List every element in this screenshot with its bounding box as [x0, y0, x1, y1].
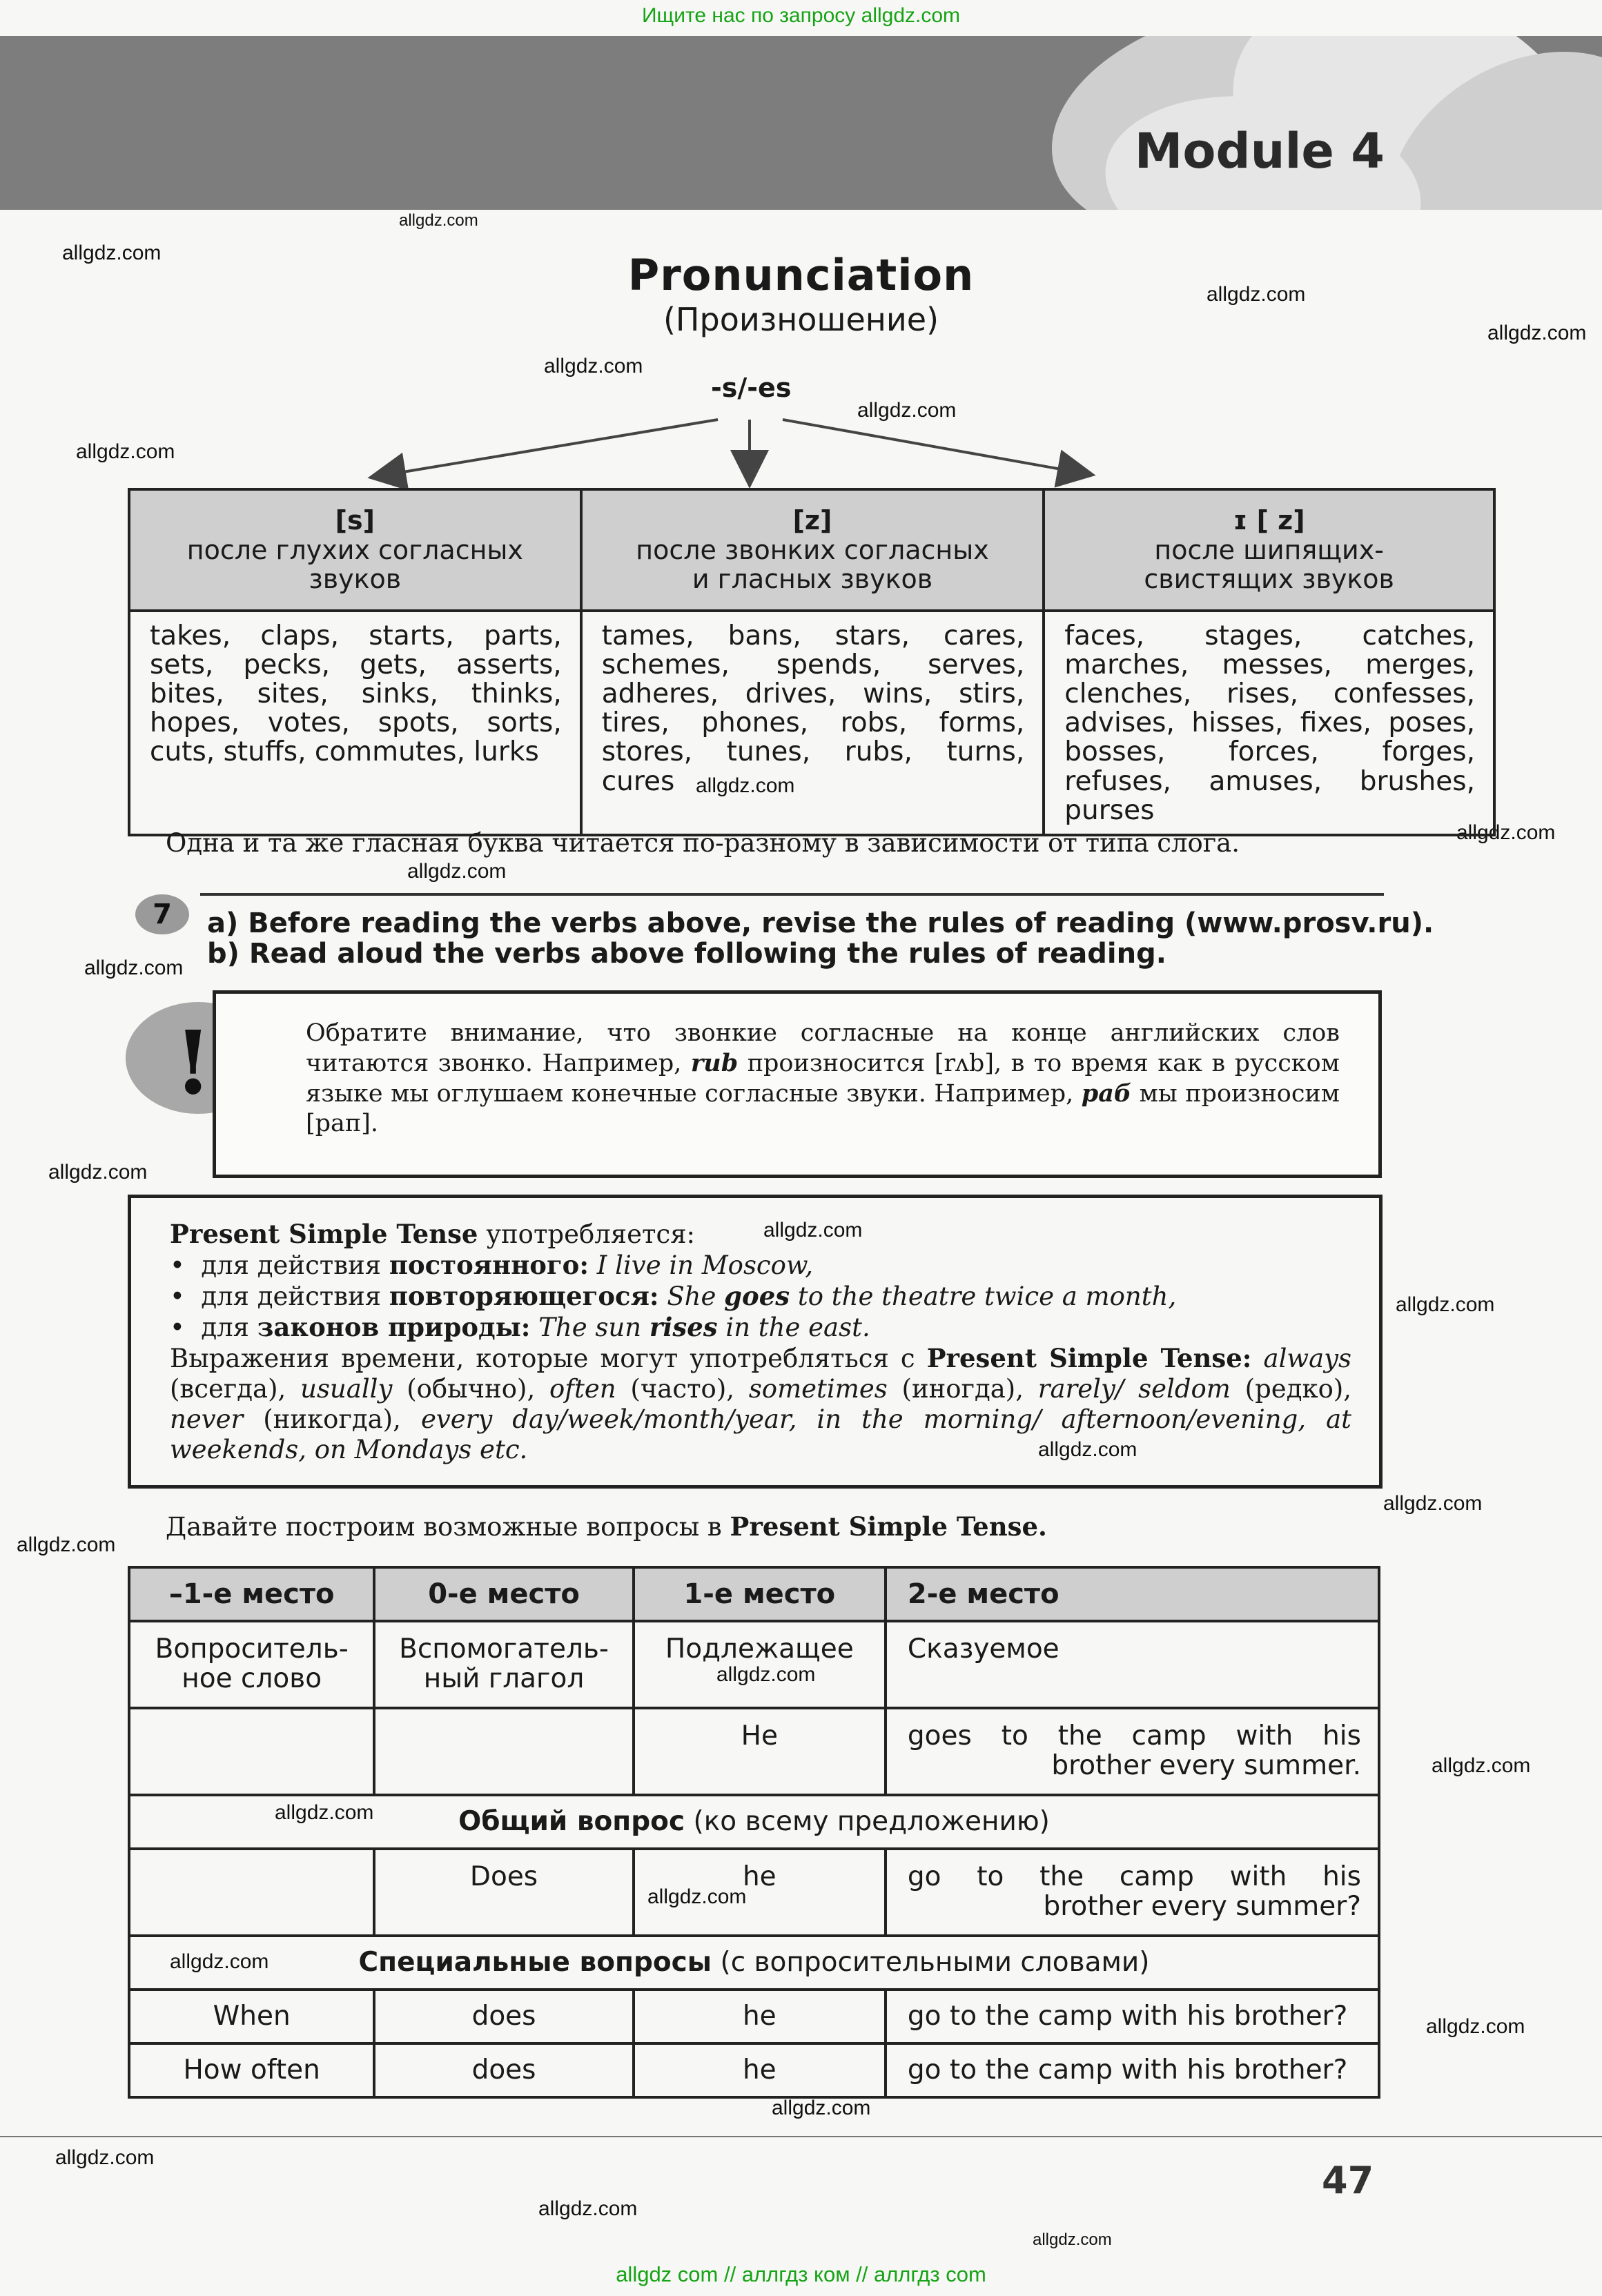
note-text: произносится [rʌb], в то время как в русском языке мы оглушаем конечные согласные звуки. Например,	[306, 1050, 1340, 1108]
col-header: –1-е место	[129, 1567, 374, 1621]
words-iz: faces, stages, catches, marches, messes, merges, clenches, rises, confesses, advises, hisses, fixes, poses, bosses, forces, forges, refuses, amuses, brushes, purses	[1044, 611, 1494, 835]
watermark: allgdz.com	[1396, 1293, 1495, 1316]
page-subtitle: (Произношение)	[663, 301, 939, 338]
header-desc: свистящих звуков	[1144, 564, 1394, 595]
watermark: allgdz.com	[538, 2197, 638, 2220]
general-auxiliary: Does	[374, 1849, 633, 1936]
watermark: allgdz.com	[647, 1885, 747, 1908]
divider	[200, 893, 1384, 896]
role-subject: Подлежащее	[634, 1621, 886, 1708]
exercise-instructions	[207, 908, 1434, 969]
rule-title: Present Simple Tense	[170, 1219, 478, 1249]
watermark: allgdz.com	[407, 860, 507, 883]
present-simple-rule-box	[128, 1195, 1383, 1489]
general-question-heading: Общий вопрос (ко всему предложению)	[129, 1795, 1379, 1849]
watermark: allgdz.com	[170, 1950, 269, 1973]
rule-text: употребляется:	[486, 1219, 696, 1249]
general-predicate: go to the camp with his brother every summer?	[886, 1849, 1379, 1936]
pronunciation-table	[128, 488, 1496, 836]
rule-bullet: • для действия повторяющегося: She goes to the theatre twice a month,	[170, 1281, 1177, 1312]
exercise-number-badge: 7	[135, 894, 189, 934]
watermark: allgdz.com	[1432, 1754, 1531, 1777]
watermark: allgdz.com	[1033, 2230, 1112, 2249]
vowel-rule: Одна и та же гласная буква читается по-разному в зависимости от типа слога.	[166, 828, 1240, 858]
header-desc: после звонких согласных	[636, 534, 989, 565]
rule-bullet: • для действия постоянного: I live in Moscow,	[170, 1250, 813, 1281]
watermark: allgdz.com	[399, 211, 478, 230]
general-subject: he	[634, 1849, 886, 1936]
col-header: 0-е место	[374, 1567, 633, 1621]
arrow-left	[387, 420, 718, 475]
exercise-a: a) Before reading the verbs above, revise the rules of reading (www.prosv.ru).	[207, 907, 1434, 939]
empty-cell	[129, 1708, 374, 1795]
col-header: 1-е место	[634, 1567, 886, 1621]
special-predicate: go to the camp with his brother?	[886, 1990, 1379, 2043]
watermark: allgdz.com	[17, 1533, 116, 1556]
special-predicate: go to the camp with his brother?	[886, 2043, 1379, 2097]
header-desc: после глухих согласных	[186, 534, 523, 565]
header-desc: после шипящих-	[1154, 534, 1384, 565]
watermark: allgdz.com	[62, 242, 162, 264]
question-structure-table	[128, 1566, 1380, 2099]
header-desc: и гласных звуков	[692, 564, 933, 595]
watermark: allgdz.com	[275, 1801, 374, 1824]
watermark: allgdz.com	[763, 1219, 863, 1242]
watermark: allgdz.com	[1487, 322, 1587, 344]
statement-predicate: goes to the camp with his brother every summer.	[886, 1708, 1379, 1795]
words-z: tames, bans, stars, cares, schemes, spends, serves, adheres, drives, wins, stirs, tires, phones, robs, forms, stores, tunes, rubs, turns, cures	[581, 611, 1044, 835]
bottom-link[interactable]: allgdz com // аллгдз ком // аллгдз com	[616, 2262, 986, 2286]
watermark: allgdz.com	[1426, 2015, 1525, 2038]
module-title: Module 4	[1134, 123, 1385, 179]
watermark: allgdz.com	[48, 1161, 148, 1184]
note-text: Обратите внимание, что звонкие согласные на конце английских слов читаются звонко. Например,	[306, 1019, 1340, 1078]
watermark: allgdz.com	[772, 2097, 871, 2119]
special-subject: he	[634, 1990, 886, 2043]
empty-cell	[129, 1849, 374, 1936]
questions-intro: Давайте построим возможные вопросы в Present Simple Tense.	[166, 1511, 1047, 1542]
page-number: 47	[1322, 2159, 1374, 2202]
header-iz	[1044, 489, 1494, 611]
statement-subject: He	[634, 1708, 886, 1795]
special-questions-heading: Специальные вопросы (с вопросительными словами)	[129, 1936, 1379, 1990]
header-z	[581, 489, 1044, 611]
empty-cell	[374, 1708, 633, 1795]
watermark: allgdz.com	[76, 440, 175, 463]
role-predicate: Сказуемое	[886, 1621, 1379, 1708]
attention-note	[213, 990, 1382, 1178]
watermark: allgdz.com	[1383, 1492, 1483, 1515]
watermark: allgdz.com	[716, 1663, 816, 1686]
watermark: allgdz.com	[55, 2146, 155, 2169]
arrows-diagram	[0, 0, 1602, 497]
special-question-word: How often	[129, 2043, 374, 2097]
note-word: rub	[690, 1049, 739, 1078]
phoneme: [z]	[792, 505, 832, 536]
header-s	[129, 489, 581, 611]
special-auxiliary: does	[374, 2043, 633, 2097]
header-desc: звуков	[309, 564, 402, 595]
footer-divider	[0, 2136, 1602, 2137]
watermark: allgdz.com	[84, 956, 184, 979]
watermark: allgdz.com	[1207, 283, 1306, 306]
watermark: allgdz.com	[1038, 1438, 1137, 1461]
note-text: мы произносим [рап].	[306, 1080, 1340, 1138]
role-auxiliary: Вспомогатель- ный глагол	[374, 1621, 633, 1708]
exclamation-mark: !	[174, 1012, 213, 1114]
words-s: takes, claps, starts, parts, sets, pecks, gets, asserts, bites, sites, sinks, thinks, hopes, votes, spots, sorts, cuts, stuffs, commutes, lurks	[129, 611, 581, 835]
role-question-word: Вопроситель- ное слово	[129, 1621, 374, 1708]
exercise-b: b) Read aloud the verbs above following the rules of reading.	[207, 938, 1166, 970]
watermark: allgdz.com	[544, 355, 643, 377]
special-question-word: When	[129, 1990, 374, 2043]
phoneme: ɪ [ z]	[1233, 505, 1305, 536]
page-title: Pronunciation	[627, 250, 975, 300]
special-subject: he	[634, 2043, 886, 2097]
watermark: allgdz.com	[857, 399, 957, 422]
rule-bullet: • для законов природы: The sun rises in the east.	[170, 1312, 870, 1343]
watermark: allgdz.com	[696, 774, 795, 797]
note-word: раб	[1081, 1079, 1132, 1108]
arrow-right	[783, 420, 1077, 472]
top-link[interactable]: Ищите нас по запросу allgdz.com	[641, 4, 961, 27]
phoneme: [s]	[335, 505, 375, 536]
time-expressions: Выражения времени, которые могут употребляться с Present Simple Tense: always (всегда), usually (обычно), often (часто), sometimes (иногда), rarely/ seldom (редко), never (никогда), every day/week/month/year, in the morning/ afternoon/evening, at weekends, on Mondays etc.	[170, 1343, 1352, 1465]
special-auxiliary: does	[374, 1990, 633, 2043]
col-header: 2-е место	[886, 1567, 1379, 1621]
ending-label: -s/-es	[711, 373, 792, 403]
watermark: allgdz.com	[1456, 821, 1556, 844]
